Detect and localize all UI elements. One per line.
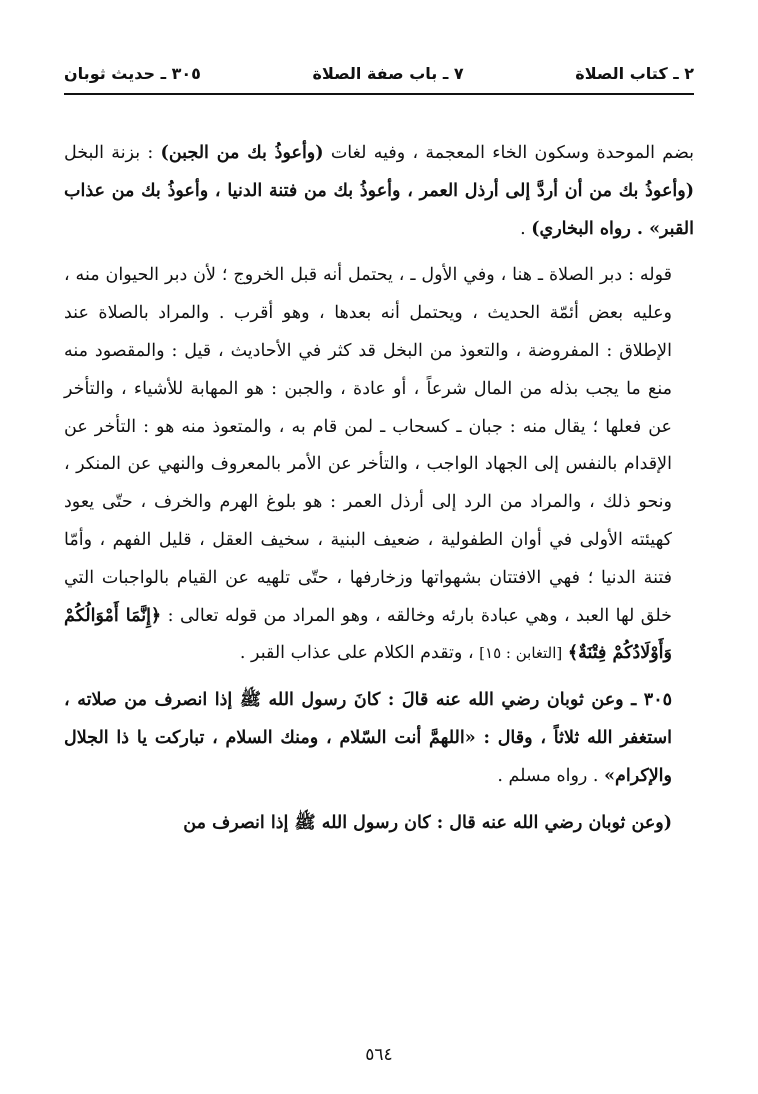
running-header: [64, 58, 694, 88]
text-run: : بزنة البخل: [64, 143, 161, 163]
page-number: ٥٦٤: [365, 1045, 393, 1065]
header-chapter: ٢ ـ كتاب الصلاة: [575, 63, 694, 83]
header-section: ٧ ـ باب صفة الصلاة: [312, 63, 464, 83]
paragraph-1: [64, 135, 694, 248]
text-run: .: [520, 218, 532, 239]
paragraph-2: [64, 257, 694, 673]
text-run: بضم الموحدة وسكون الخاء المعجمة ، وفيه لغات: [323, 143, 694, 163]
verse-reference: [التغابن : ١٥]: [479, 644, 563, 663]
paragraph-4: [64, 805, 694, 843]
hadith-text: (وعن ثوبان رضي الله عنه قال : كان رسول الله ﷺ إذا انصرف من: [183, 812, 672, 833]
body-text: [64, 135, 694, 842]
header-hadith: ٣٠٥ ـ حديث ثوبان: [64, 63, 201, 83]
header-rule: [64, 93, 694, 95]
paragraph-3: [64, 682, 694, 795]
text-run: ، وتقدم الكلام على عذاب القبر .: [239, 643, 480, 664]
quran-verse: ﴿إِنَّمَا أَمْوَالُكُمْ وَأَوْلَادُكُمْ فِتْنَةٌ﴾: [64, 605, 672, 664]
hadith-quote: (وأعوذُ بك من الجبن): [160, 143, 324, 163]
commentary-text: قوله : دبر الصلاة ـ هنا ، وفي الأول ـ ، يحتمل أنه قبل الخروج ؛ لأن دبر الحيوان منه ، وعليه بعض أئمّة الحديث ، ويحتمل أنه بعدها ، وهو أقرب . والمراد بالصلاة عند الإطلاق : المفروضة ، والتعوذ من البخل قد كثر في الأحاديث ، قيل : والمقصود منه منع ما يجب بذله من المال شرعاً ، أو عادة ، والجبن : هو المهابة للأشياء ، والتأخر عن فعلها ؛ يقال منه : جبان ـ كسحاب ـ لمن قام به ، والمتعوذ منه هو : التأخر عن الإقدام بالنفس إلى الجهاد الواجب ، والتأخر عن الأمر بالمعروف والنهي عن المنكر ، ونحو ذلك ، والمراد من الرد إلى أرذل العمر : هو بلوغ الهرم والخرف ، حتّى يعود كهيئته الأولى في أوان الطفولية ، ضعيف البنية ، سخيف العقل ، قليل الفهم ، وأمّا فتنة الدنيا ؛ فهي الافتتان بشهواتها وزخارفها ، حتّى تلهيه عن القيام بالواجبات التي خلق لها العبد ، وهي عبادة بارئه وخالقه ، وهو المراد من قوله تعالى :: [64, 265, 672, 626]
hadith-source: . رواه مسلم .: [497, 765, 605, 786]
hadith-text: ٣٠٥ ـ وعن ثوبان رضي الله عنه قالَ : كانَ رسول الله ﷺ إذا انصرف من صلاته ، استغفر الله ثلاثاً ، وقال : «اللهمَّ أنت السّلام ، ومنك السلام ، تباركت يا ذا الجلال والإكرام»: [64, 690, 672, 786]
hadith-quote: (وأعوذُ بك من أن أردَّ إلى أرذل العمر ، وأعوذُ بك من فتنة الدنيا ، وأعوذُ بك من عذاب القبر» . رواه البخاري): [64, 180, 694, 239]
